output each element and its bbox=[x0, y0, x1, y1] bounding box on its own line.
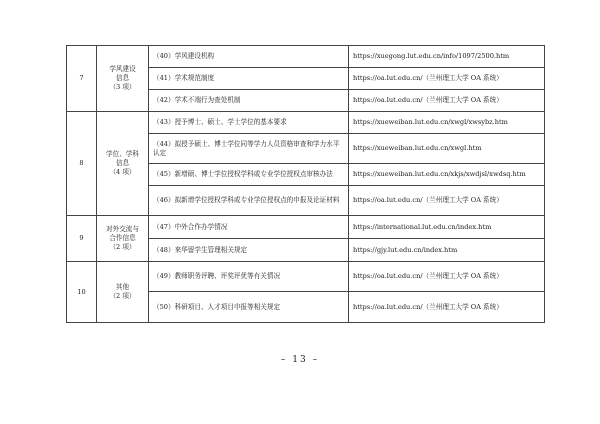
category-line: （4 项） bbox=[109, 168, 136, 176]
item-name: （43）授予博士、硕士、学士学位的基本要求 bbox=[149, 112, 349, 134]
category-line: 信息 bbox=[115, 74, 130, 82]
category-line: 对外交流与 bbox=[106, 225, 139, 233]
group-number: 7 bbox=[67, 46, 97, 112]
item-name: （40）学风建设机构 bbox=[149, 46, 349, 68]
item-url: https://oa.lut.edu.cn/（兰州理工大学 OA 系统） bbox=[349, 90, 545, 112]
item-name: （50）科研项目、人才项目申报等相关规定 bbox=[149, 292, 349, 323]
category-line: 信息 bbox=[115, 159, 130, 167]
item-url: https://xueweiban.lut.edu.cn/xwgl/xwsybz.htm bbox=[349, 112, 545, 134]
category-line: 合作信息 bbox=[109, 234, 136, 242]
item-name: （47）中外合作办学情况 bbox=[149, 216, 349, 239]
group-category bbox=[97, 216, 149, 262]
item-name: （49）教师职务评聘、评奖评优等有关情况 bbox=[149, 262, 349, 292]
item-url: https://gjy.lut.edu.cn/index.htm bbox=[349, 239, 545, 262]
item-url: https://oa.lut.edu.cn/（兰州理工大学 OA 系统） bbox=[349, 68, 545, 90]
group-number: 10 bbox=[67, 262, 97, 323]
item-name: （48）来华留学生管理相关规定 bbox=[149, 239, 349, 262]
category-line: 其他 bbox=[115, 283, 130, 291]
item-url: https://xueweiban.lut.edu.cn/xwgl.htm bbox=[349, 134, 545, 164]
category-line: 学位、学科 bbox=[106, 150, 139, 158]
item-url: https://international.lut.edu.cn/index.htm bbox=[349, 216, 545, 239]
category-line: （2 项） bbox=[109, 292, 136, 300]
item-url: https://oa.lut.edu.cn/（兰州理工大学 OA 系统） bbox=[349, 292, 545, 323]
category-line: 学风建设 bbox=[109, 65, 136, 73]
group-category bbox=[97, 112, 149, 216]
page-number: – 13 – bbox=[280, 355, 320, 365]
table-row bbox=[67, 46, 545, 68]
item-name: （44）拟授予硕士、博士学位同等学力人员资格审查和学力水平认定 bbox=[149, 134, 349, 164]
group-category bbox=[97, 262, 149, 323]
category-line: （2 项） bbox=[109, 243, 136, 251]
item-url: https://oa.lut.edu.cn/（兰州理工大学 OA 系统） bbox=[349, 186, 545, 216]
item-url: https://xuegong.lut.edu.cn/info/1097/2500.htm bbox=[349, 46, 545, 68]
item-url: https://oa.lut.edu.cn/（兰州理工大学 OA 系统） bbox=[349, 262, 545, 292]
item-name: （45）新增硕、博士学位授权学科或专业学位授权点审核办法 bbox=[149, 164, 349, 186]
group-number: 9 bbox=[67, 216, 97, 262]
table-row bbox=[67, 216, 545, 239]
item-name: （42）学术不端行为查处机制 bbox=[149, 90, 349, 112]
table-row bbox=[67, 262, 545, 292]
category-line: （3 项） bbox=[109, 83, 136, 91]
item-url: https://xueweiban.lut.edu.cn/xkjs/xwdjsl/xwdsq.htm bbox=[349, 164, 545, 186]
item-name: （41）学术规范制度 bbox=[149, 68, 349, 90]
disclosure-table bbox=[66, 45, 545, 323]
table-row bbox=[67, 112, 545, 134]
group-category bbox=[97, 46, 149, 112]
group-number: 8 bbox=[67, 112, 97, 216]
item-name: （46）拟新增学位授权学科或专业学位授权点的申报及论证材料 bbox=[149, 186, 349, 216]
